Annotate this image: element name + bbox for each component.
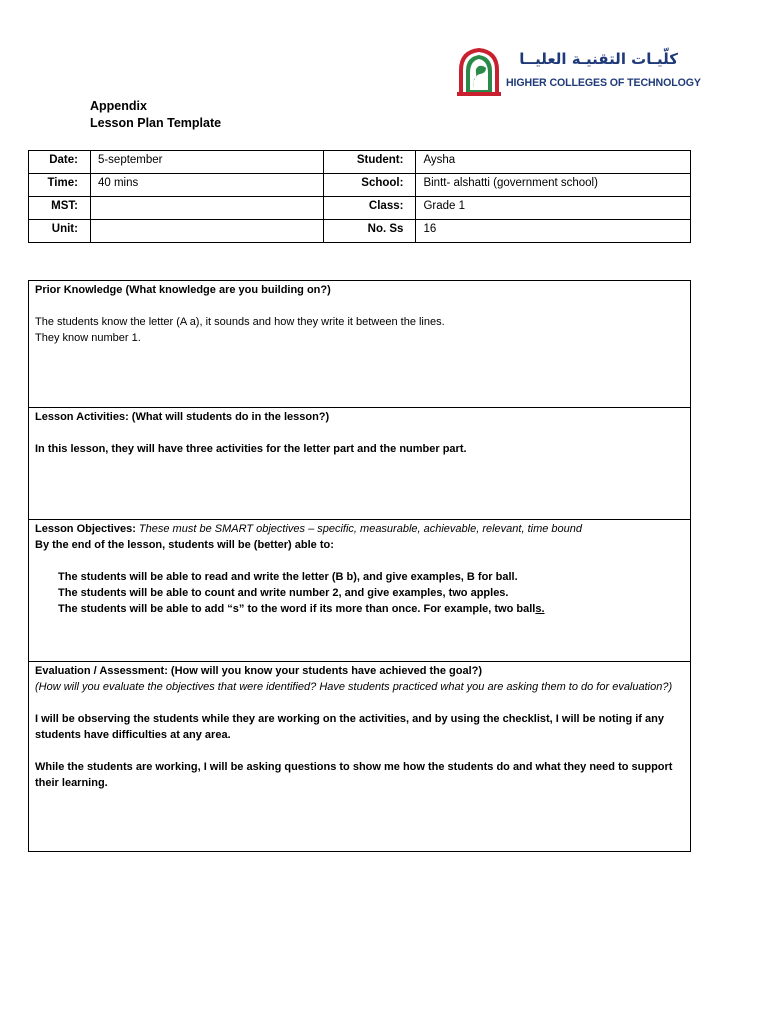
appendix-title: Appendix xyxy=(90,99,147,113)
lesson-info-table xyxy=(28,150,691,243)
table-row xyxy=(29,197,691,220)
evaluation-section xyxy=(29,662,690,851)
evaluation-note: (How will you evaluate the objectives that were identified? Have students practiced what you are asking them to do for evaluation?) xyxy=(35,681,673,693)
objective-item: The students will be able to count and write number 2, and give examples, two apples. xyxy=(58,587,509,599)
lesson-activities-section xyxy=(29,408,690,520)
logo-arabic-text: كلّيـات التقنيـة العليــا xyxy=(519,50,678,68)
school-label: School: xyxy=(323,174,416,197)
student-value: Aysha xyxy=(416,151,691,174)
table-row xyxy=(29,174,691,197)
objective-item-text: The students will be able to add “s” to the word if its more than once. For example, two ball xyxy=(58,603,536,615)
lesson-activities-title: Lesson Activities: (What will students do in the lesson?) xyxy=(35,411,330,423)
table-row xyxy=(29,151,691,174)
lesson-objectives-subtitle: By the end of the lesson, students will be (better) able to: xyxy=(35,539,334,551)
college-logo xyxy=(456,46,701,100)
college-emblem-icon xyxy=(456,46,502,98)
class-label: Class: xyxy=(323,197,416,220)
unit-value xyxy=(90,220,323,243)
date-label: Date: xyxy=(29,151,91,174)
mst-value xyxy=(90,197,323,220)
logo-english-text: HIGHER COLLEGES OF TECHNOLOGY xyxy=(506,77,701,89)
lesson-plan-box xyxy=(28,280,691,852)
prior-knowledge-title: Prior Knowledge (What knowledge are you building on?) xyxy=(35,284,331,296)
class-value: Grade 1 xyxy=(416,197,691,220)
template-title: Lesson Plan Template xyxy=(90,116,222,130)
unit-label: Unit: xyxy=(29,220,91,243)
lesson-activities-text: In this lesson, they will have three activities for the letter part and the number part. xyxy=(35,443,467,455)
objective-item xyxy=(35,601,684,617)
date-value: 5-september xyxy=(90,151,323,174)
table-row xyxy=(29,220,691,243)
prior-knowledge-text: They know number 1. xyxy=(35,332,141,344)
prior-knowledge-section xyxy=(29,281,690,408)
school-value: Bintt- alshatti (government school) xyxy=(416,174,691,197)
time-label: Time: xyxy=(29,174,91,197)
smart-objectives-note: These must be SMART objectives – specific, measurable, achievable, relevant, time bound xyxy=(135,523,583,535)
lesson-objectives-section xyxy=(29,520,690,662)
number-of-students-label: No. Ss xyxy=(323,220,416,243)
student-label: Student: xyxy=(323,151,416,174)
objective-item-underlined: s. xyxy=(535,603,545,615)
number-of-students-value: 16 xyxy=(416,220,691,243)
mst-label: MST: xyxy=(29,197,91,220)
lesson-objectives-title: Lesson Objectives: xyxy=(35,523,136,535)
evaluation-paragraph: While the students are working, I will be asking questions to show me how the students do and what they need to support their learning. xyxy=(35,761,673,789)
evaluation-title: Evaluation / Assessment: (How will you know your students have achieved the goal?) xyxy=(35,665,483,677)
evaluation-paragraph: I will be observing the students while they are working on the activities, and by using the checklist, I will be noting if any students have difficulties at any area. xyxy=(35,713,664,741)
objective-item: The students will be able to read and write the letter (B b), and give examples, B for ball. xyxy=(58,571,518,583)
prior-knowledge-text: The students know the letter (A a), it sounds and how they write it between the lines. xyxy=(35,316,445,328)
time-value: 40 mins xyxy=(90,174,323,197)
document-heading xyxy=(90,98,221,132)
